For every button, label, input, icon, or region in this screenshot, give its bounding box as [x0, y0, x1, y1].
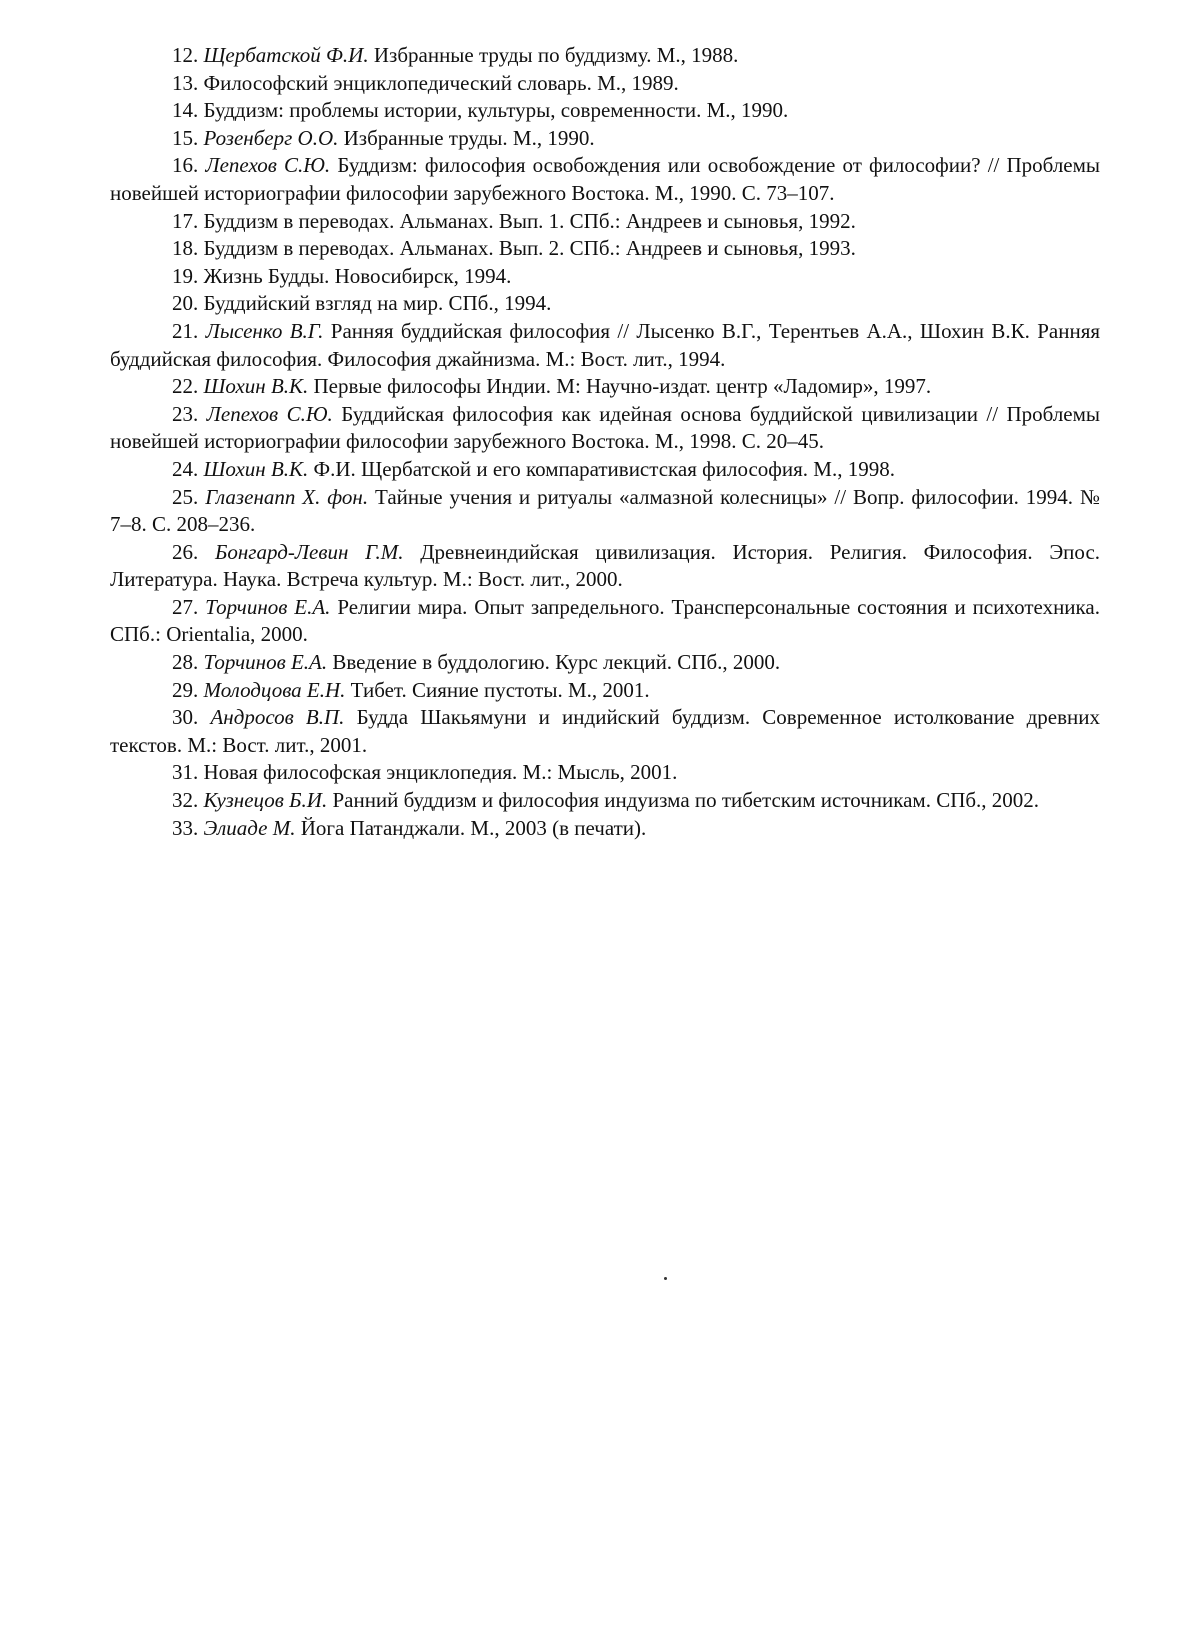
reference-text: Ранний буддизм и философия индуизма по тибетским источникам. СПб., 2002. [332, 788, 1040, 813]
reference-item [110, 152, 1100, 207]
reference-number: 21. [172, 318, 199, 343]
reference-number: 30. [172, 705, 199, 730]
reference-author: Торчинов Е.А. [205, 594, 331, 619]
reference-text: Философский энциклопедический словарь. М., 1989. [203, 70, 679, 95]
reference-author: Кузнецов Б.И. [203, 788, 328, 813]
reference-number: 12. [172, 43, 199, 67]
reference-author: Элиаде М. [203, 815, 296, 840]
reference-text: Тибет. Сияние пустоты. М., 2001. [350, 677, 650, 702]
reference-item [110, 815, 1100, 843]
reference-author: Глазенапп Х. фон. [205, 484, 369, 509]
reference-author: Молодцова Е.Н. [203, 677, 346, 702]
reference-item [110, 759, 1100, 787]
reference-author: Розенберг О.О. [203, 125, 339, 150]
reference-item [110, 649, 1100, 677]
bibliography-list [110, 42, 1100, 842]
reference-author: Шохин В.К. [203, 374, 309, 399]
reference-author: Лепехов С.Ю. [205, 153, 331, 178]
reference-text: Буддизм: философия освобождения или освобождение от философии? // Проблемы новейшей историографии философии зарубежного Востока. М., 1990. С. 73–107. [110, 153, 1101, 205]
reference-text: Религии мира. Опыт запредельного. Трансперсональные состояния и психотехника. СПб.: Orientalia, 2000. [110, 594, 1101, 647]
reference-item [110, 401, 1100, 456]
reference-text: Буддийский взгляд на мир. СПб., 1994. [203, 291, 552, 316]
reference-text: Ранняя буддийская философия // Лысенко В.Г., Терентьев А.А., Шохин В.К. Ранняя буддийская философия. Философия джайнизма. М.: Вост. лит., 1994. [110, 318, 1101, 371]
reference-number: 15. [172, 125, 199, 150]
reference-item [110, 208, 1100, 236]
reference-number: 20. [172, 291, 199, 316]
reference-item [110, 539, 1100, 594]
reference-text: Буддизм в переводах. Альманах. Вып. 2. СПб.: Андреев и сыновья, 1993. [203, 236, 856, 261]
reference-item [110, 290, 1100, 318]
reference-text: Буддийская философия как идейная основа буддийской цивилизации // Проблемы новейшей историографии философии зарубежного Востока. М., 1998. С. 20–45. [110, 401, 1101, 454]
reference-text: Тайные учения и ритуалы «алмазной колесницы» // Вопр. философии. 1994. № 7–8. С. 208–236. [110, 484, 1101, 537]
reference-item [110, 97, 1100, 125]
reference-number: 24. [172, 456, 199, 481]
reference-number: 22. [172, 374, 199, 399]
reference-author: Торчинов Е.А. [203, 650, 328, 675]
reference-item [110, 70, 1100, 98]
reference-text: Жизнь Будды. Новосибирск, 1994. [203, 263, 512, 288]
reference-text: Ф.И. Щербатской и его компаративистская философия. М., 1998. [313, 456, 895, 481]
reference-number: 18. [172, 236, 199, 261]
stray-mark [664, 1277, 667, 1280]
reference-item [110, 677, 1100, 705]
reference-number: 27. [172, 594, 199, 619]
reference-number: 14. [172, 98, 199, 123]
reference-number: 19. [172, 263, 199, 288]
reference-item [110, 318, 1100, 373]
reference-text: Введение в буддологию. Курс лекций. СПб., 2000. [332, 650, 781, 675]
reference-number: 26. [172, 539, 199, 564]
reference-item [110, 373, 1100, 401]
reference-author: Щербатской Ф.И. [203, 43, 369, 67]
reference-number: 17. [172, 208, 199, 233]
reference-number: 28. [172, 650, 199, 675]
reference-author: Бонгард-Левин Г.М. [214, 539, 404, 564]
reference-text: Первые философы Индии. М: Научно-издат. центр «Ладомир», 1997. [313, 374, 932, 399]
reference-author: Лысенко В.Г. [205, 318, 324, 343]
reference-item [110, 594, 1100, 649]
reference-number: 23. [172, 401, 199, 426]
reference-author: Андросов В.П. [210, 705, 345, 730]
reference-item [110, 787, 1100, 815]
reference-number: 25. [172, 484, 199, 509]
reference-item [110, 263, 1100, 291]
reference-text: Избранные труды по буддизму. М., 1988. [373, 43, 739, 67]
reference-text: Буддизм в переводах. Альманах. Вып. 1. СПб.: Андреев и сыновья, 1992. [203, 208, 856, 233]
reference-text: Йога Патанджали. М., 2003 (в печати). [300, 815, 647, 840]
reference-item [110, 704, 1100, 759]
reference-text: Новая философская энциклопедия. М.: Мысль, 2001. [203, 760, 678, 785]
reference-item [110, 125, 1100, 153]
reference-author: Шохин В.К. [203, 456, 309, 481]
reference-author: Лепехов С.Ю. [206, 401, 333, 426]
reference-text: Избранные труды. М., 1990. [343, 125, 595, 150]
reference-number: 32. [172, 788, 199, 813]
reference-text: Буддизм: проблемы истории, культуры, современности. М., 1990. [203, 98, 789, 123]
reference-item [110, 456, 1100, 484]
reference-number: 13. [172, 70, 199, 95]
reference-number: 29. [172, 677, 199, 702]
reference-item [110, 42, 1100, 70]
reference-item [110, 235, 1100, 263]
reference-number: 31. [172, 760, 199, 785]
reference-text: Древнеиндийская цивилизация. История. Религия. Философия. Эпос. Литература. Наука. Встреча культур. М.: Вост. лит., 2000. [110, 539, 1101, 592]
reference-number: 33. [172, 815, 199, 840]
reference-text: Будда Шакьямуни и индийский буддизм. Современное истолкование древних текстов. М.: Вост. лит., 2001. [110, 705, 1101, 757]
reference-item [110, 484, 1100, 539]
reference-number: 16. [172, 153, 199, 178]
